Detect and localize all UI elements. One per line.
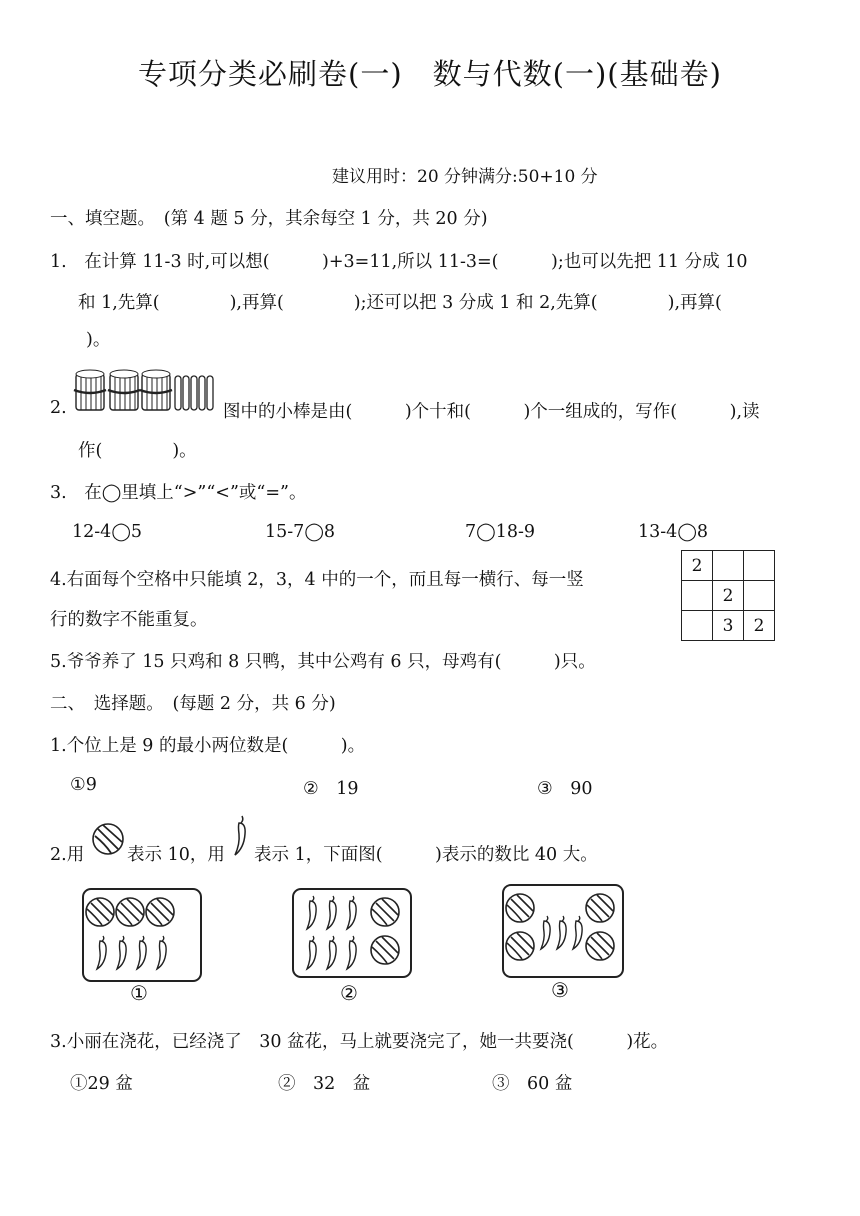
q3-line: 3. 在◯里填上“>”“<”或“=”。 xyxy=(50,483,307,503)
picture-caption-1[interactable]: ① xyxy=(130,981,148,1005)
s2-q1-option-3[interactable]: ③ 90 xyxy=(537,779,593,799)
grid-cell[interactable]: 2 xyxy=(744,611,775,641)
q5-line: 5.爷爷养了 15 只鸡和 8 只鸭，其中公鸡有 6 只，母鸡有( )只。 xyxy=(50,652,596,672)
pepper-icon xyxy=(327,936,336,969)
grid-cell[interactable] xyxy=(682,611,713,641)
q1-line2: 和 1,先算( ),再算( );还可以把 3 分成 1 和 2,先算( ),再算( xyxy=(78,293,722,313)
grid-cell[interactable]: 2 xyxy=(713,581,744,611)
section1-heading: 一、填空题。 (第 4 题 5 分，其余每空 1 分，共 20 分) xyxy=(50,209,488,229)
q2-line2: 作( )。 xyxy=(78,441,197,461)
single-sticks-icon xyxy=(175,376,213,410)
pepper-icon xyxy=(97,936,106,969)
watermelon-icon xyxy=(506,932,534,960)
pepper-icon xyxy=(157,936,166,969)
s2-q3-option-2[interactable]: ② 32 盆 xyxy=(278,1074,371,1094)
grid-cell[interactable] xyxy=(682,581,713,611)
pepper-icon xyxy=(137,936,146,969)
watermelon-icon xyxy=(86,898,114,926)
stick-bundle-3-icon xyxy=(140,370,172,410)
watermelon-icon xyxy=(586,894,614,922)
s2-q3-line: 3.小丽在浇花，已经浇了 30 盆花，马上就要浇完了，她一共要浇( )花。 xyxy=(50,1032,669,1052)
grid-cell[interactable] xyxy=(744,551,775,581)
watermelon-icon xyxy=(116,898,144,926)
picture-caption-2[interactable]: ② xyxy=(340,981,358,1005)
q2-number: 2. xyxy=(50,398,67,418)
q4-line1: 4.右面每个空格中只能填 2，3，4 中的一个，而且每一横行、每一竖 xyxy=(50,570,584,590)
q2-line1: 图中的小棒是由( )个十和( )个一组成的，写作( ),读 xyxy=(223,402,760,422)
sticks-image xyxy=(72,366,222,414)
q3-item-4: 13-4◯8 xyxy=(638,522,709,542)
pepper-icon xyxy=(117,936,126,969)
s2-q1-option-1[interactable]: ①9 xyxy=(70,775,97,795)
s2-q3-option-1[interactable]: ①29 盆 xyxy=(70,1074,133,1094)
watermelon-icon xyxy=(586,932,614,960)
q1-line1: 1. 在计算 11-3 时,可以想( )+3=11,所以 11-3=( );也可以先把 11 分成 10 xyxy=(50,252,748,272)
pepper-icon xyxy=(541,916,550,949)
q3-item-2: 15-7◯8 xyxy=(265,522,336,542)
q1-line3: )。 xyxy=(86,330,111,350)
pepper-icon xyxy=(573,916,582,949)
pepper-icon xyxy=(327,896,336,929)
s2-q2-text-1: 2.用 xyxy=(50,845,85,865)
q4-line2: 行的数字不能重复。 xyxy=(50,610,208,630)
watermelon-icon xyxy=(371,936,399,964)
watermelon-icon xyxy=(91,822,125,856)
page-title: 专项分类必刷卷(一) 数与代数(一)(基础卷) xyxy=(138,57,722,91)
grid-row xyxy=(682,611,775,641)
watermelon-icon xyxy=(506,894,534,922)
s2-q2-text-3: 表示 1，下面图( )表示的数比 40 大。 xyxy=(254,845,598,865)
pepper-icon xyxy=(347,936,356,969)
pepper-icon xyxy=(307,896,316,929)
s2-q2-text-2: 表示 10，用 xyxy=(127,845,225,865)
pepper-icon xyxy=(307,936,316,969)
grid-cell[interactable] xyxy=(744,581,775,611)
stick-bundle-2-icon xyxy=(108,370,140,410)
stick-bundle-1-icon xyxy=(74,370,106,410)
s2-q3-option-3[interactable]: ③ 60 盆 xyxy=(492,1074,573,1094)
watermelon-icon xyxy=(146,898,174,926)
pepper-icon xyxy=(232,814,252,858)
number-grid xyxy=(681,550,775,641)
s2-q1-option-2[interactable]: ② 19 xyxy=(303,779,359,799)
grid-cell[interactable]: 3 xyxy=(713,611,744,641)
grid-row xyxy=(682,551,775,581)
q3-item-1: 12-4◯5 xyxy=(72,522,143,542)
grid-row xyxy=(682,581,775,611)
q3-item-3: 7◯18-9 xyxy=(465,522,536,542)
section2-heading: 二、 选择题。 (每题 2 分，共 6 分) xyxy=(50,694,336,714)
grid-cell[interactable]: 2 xyxy=(682,551,713,581)
picture-caption-3[interactable]: ③ xyxy=(551,978,569,1002)
s2-q1-line: 1.个位上是 9 的最小两位数是( )。 xyxy=(50,736,366,756)
picture-items xyxy=(80,884,640,984)
watermelon-icon xyxy=(371,898,399,926)
grid-cell[interactable] xyxy=(713,551,744,581)
exam-meta: 建议用时：20 分钟满分:50+10 分 xyxy=(332,167,598,187)
pepper-icon xyxy=(347,896,356,929)
pepper-icon xyxy=(557,916,566,949)
